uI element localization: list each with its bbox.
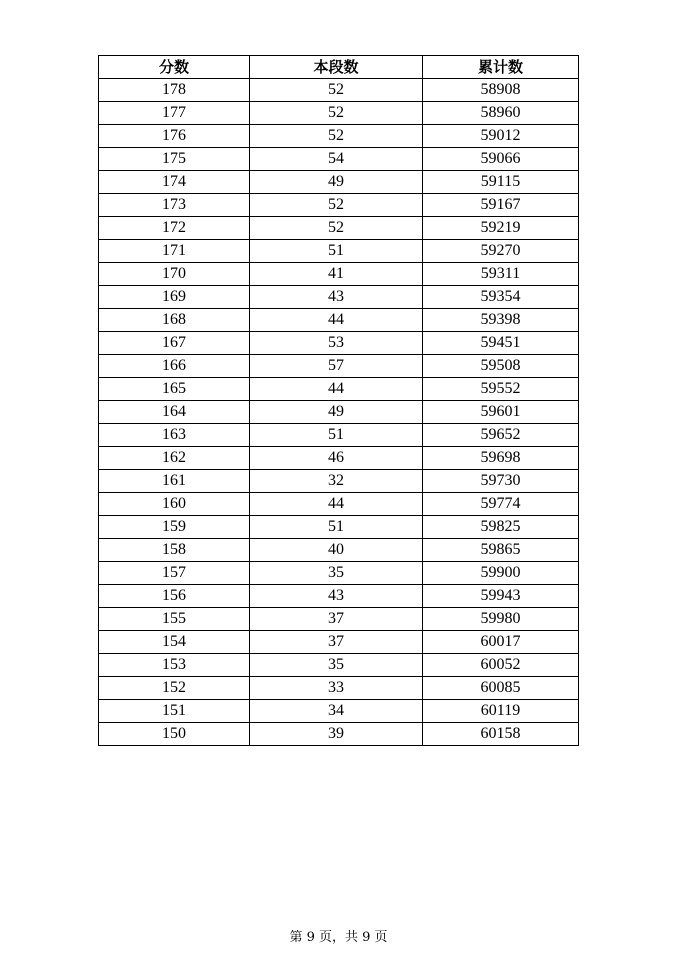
cell-score: 163: [99, 424, 250, 447]
cell-cumulative-count: 59115: [423, 171, 579, 194]
cell-cumulative-count: 60119: [423, 700, 579, 723]
table-row: [99, 723, 579, 746]
cell-score: 158: [99, 539, 250, 562]
table-row: [99, 102, 579, 125]
table-row: [99, 332, 579, 355]
cell-segment-count: 52: [250, 217, 423, 240]
table-row: [99, 539, 579, 562]
cell-score: 157: [99, 562, 250, 585]
cell-segment-count: 52: [250, 194, 423, 217]
cell-cumulative-count: 59167: [423, 194, 579, 217]
cell-segment-count: 57: [250, 355, 423, 378]
cell-score: 160: [99, 493, 250, 516]
cell-cumulative-count: 59219: [423, 217, 579, 240]
cell-segment-count: 35: [250, 562, 423, 585]
cell-cumulative-count: 59601: [423, 401, 579, 424]
cell-segment-count: 54: [250, 148, 423, 171]
cell-segment-count: 44: [250, 378, 423, 401]
cell-score: 153: [99, 654, 250, 677]
cell-segment-count: 34: [250, 700, 423, 723]
table-row: [99, 378, 579, 401]
cell-cumulative-count: 60085: [423, 677, 579, 700]
cell-segment-count: 43: [250, 286, 423, 309]
table-row: [99, 355, 579, 378]
cell-score: 154: [99, 631, 250, 654]
cell-segment-count: 33: [250, 677, 423, 700]
header-segment-count: 本段数: [250, 56, 423, 79]
cell-score: 151: [99, 700, 250, 723]
table-row: [99, 700, 579, 723]
page-footer: 第 9 页，共 9 页: [289, 930, 388, 945]
cell-segment-count: 51: [250, 424, 423, 447]
cell-score: 159: [99, 516, 250, 539]
header-cumulative-count: 累计数: [423, 56, 579, 79]
cell-cumulative-count: 59552: [423, 378, 579, 401]
header-score: 分数: [99, 56, 250, 79]
table-row: [99, 309, 579, 332]
table-row: [99, 148, 579, 171]
cell-score: 162: [99, 447, 250, 470]
cell-score: 165: [99, 378, 250, 401]
cell-segment-count: 53: [250, 332, 423, 355]
table-row: [99, 79, 579, 102]
table-row: [99, 562, 579, 585]
header-row: [99, 56, 579, 79]
cell-cumulative-count: 60052: [423, 654, 579, 677]
cell-score: 168: [99, 309, 250, 332]
table-row: [99, 516, 579, 539]
cell-cumulative-count: 59652: [423, 424, 579, 447]
table-row: [99, 677, 579, 700]
cell-segment-count: 37: [250, 608, 423, 631]
cell-segment-count: 51: [250, 516, 423, 539]
table-row: [99, 240, 579, 263]
table-row: [99, 631, 579, 654]
table-row: [99, 493, 579, 516]
cell-cumulative-count: 59398: [423, 309, 579, 332]
cell-score: 171: [99, 240, 250, 263]
table-row: [99, 654, 579, 677]
cell-cumulative-count: 59943: [423, 585, 579, 608]
cell-score: 155: [99, 608, 250, 631]
table-row: [99, 608, 579, 631]
cell-cumulative-count: 59451: [423, 332, 579, 355]
cell-cumulative-count: 59730: [423, 470, 579, 493]
table-row: [99, 217, 579, 240]
cell-segment-count: 52: [250, 79, 423, 102]
cell-segment-count: 40: [250, 539, 423, 562]
cell-cumulative-count: 59311: [423, 263, 579, 286]
cell-score: 170: [99, 263, 250, 286]
table-row: [99, 263, 579, 286]
cell-score: 173: [99, 194, 250, 217]
cell-score: 175: [99, 148, 250, 171]
cell-cumulative-count: 60017: [423, 631, 579, 654]
cell-score: 150: [99, 723, 250, 746]
cell-segment-count: 44: [250, 493, 423, 516]
table-row: [99, 194, 579, 217]
cell-segment-count: 44: [250, 309, 423, 332]
table-body: [99, 79, 579, 746]
cell-segment-count: 35: [250, 654, 423, 677]
cell-segment-count: 46: [250, 447, 423, 470]
cell-score: 178: [99, 79, 250, 102]
table-row: [99, 125, 579, 148]
table-row: [99, 424, 579, 447]
table-row: [99, 286, 579, 309]
cell-segment-count: 32: [250, 470, 423, 493]
cell-segment-count: 37: [250, 631, 423, 654]
cell-cumulative-count: 59270: [423, 240, 579, 263]
cell-score: 174: [99, 171, 250, 194]
cell-cumulative-count: 59698: [423, 447, 579, 470]
cell-segment-count: 43: [250, 585, 423, 608]
cell-score: 169: [99, 286, 250, 309]
cell-segment-count: 49: [250, 401, 423, 424]
cell-cumulative-count: 59980: [423, 608, 579, 631]
cell-cumulative-count: 59774: [423, 493, 579, 516]
score-table: [98, 55, 579, 746]
table-row: [99, 401, 579, 424]
cell-segment-count: 39: [250, 723, 423, 746]
cell-score: 166: [99, 355, 250, 378]
cell-cumulative-count: 58960: [423, 102, 579, 125]
cell-score: 177: [99, 102, 250, 125]
table-row: [99, 470, 579, 493]
cell-cumulative-count: 59508: [423, 355, 579, 378]
cell-cumulative-count: 59865: [423, 539, 579, 562]
cell-cumulative-count: 58908: [423, 79, 579, 102]
cell-score: 167: [99, 332, 250, 355]
cell-score: 152: [99, 677, 250, 700]
cell-cumulative-count: 59900: [423, 562, 579, 585]
cell-cumulative-count: 59012: [423, 125, 579, 148]
table-row: [99, 171, 579, 194]
cell-segment-count: 49: [250, 171, 423, 194]
cell-score: 161: [99, 470, 250, 493]
cell-score: 164: [99, 401, 250, 424]
cell-score: 176: [99, 125, 250, 148]
cell-segment-count: 51: [250, 240, 423, 263]
cell-score: 172: [99, 217, 250, 240]
table-row: [99, 447, 579, 470]
cell-cumulative-count: 59354: [423, 286, 579, 309]
cell-cumulative-count: 60158: [423, 723, 579, 746]
cell-cumulative-count: 59825: [423, 516, 579, 539]
cell-segment-count: 52: [250, 102, 423, 125]
table-row: [99, 585, 579, 608]
cell-cumulative-count: 59066: [423, 148, 579, 171]
cell-score: 156: [99, 585, 250, 608]
cell-segment-count: 52: [250, 125, 423, 148]
cell-segment-count: 41: [250, 263, 423, 286]
